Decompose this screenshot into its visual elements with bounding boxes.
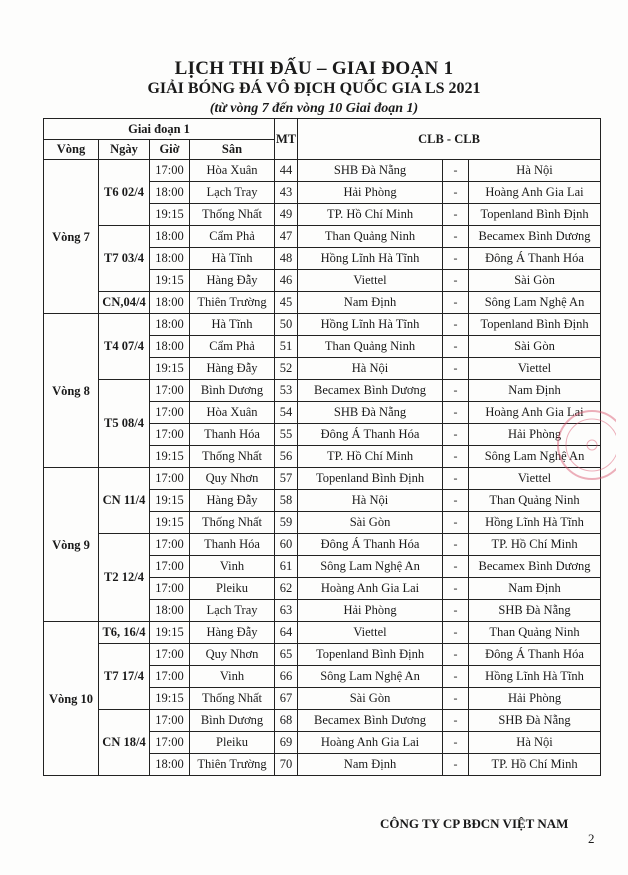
venue-cell: Hòa Xuân (190, 402, 275, 424)
away-team-cell: Hoàng Anh Gia Lai (469, 402, 601, 424)
match-number-cell: 47 (275, 226, 298, 248)
date-cell: T7 03/4 (99, 226, 150, 292)
match-number-cell: 68 (275, 710, 298, 732)
venue-cell: Quy Nhơn (190, 468, 275, 490)
match-number-cell: 56 (275, 446, 298, 468)
venue-cell: Thanh Hóa (190, 424, 275, 446)
home-team-cell: Sài Gòn (298, 512, 443, 534)
separator-cell: - (443, 578, 469, 600)
separator-cell: - (443, 424, 469, 446)
away-team-cell: Đông Á Thanh Hóa (469, 248, 601, 270)
schedule-table (43, 118, 601, 776)
away-team-cell: Sài Gòn (469, 336, 601, 358)
time-cell: 17:00 (150, 534, 190, 556)
away-team-cell: Hoàng Anh Gia Lai (469, 182, 601, 204)
home-team-cell: Hải Phòng (298, 182, 443, 204)
home-team-cell: Sài Gòn (298, 688, 443, 710)
venue-cell: Bình Dương (190, 710, 275, 732)
match-row (44, 644, 601, 666)
clubs-header: CLB - CLB (298, 119, 601, 160)
match-number-cell: 70 (275, 754, 298, 776)
match-row (44, 292, 601, 314)
venue-cell: Pleiku (190, 578, 275, 600)
separator-cell: - (443, 336, 469, 358)
venue-cell: Vinh (190, 556, 275, 578)
venue-cell: Bình Dương (190, 380, 275, 402)
home-team-cell: Viettel (298, 622, 443, 644)
home-team-cell: Topenland Bình Định (298, 468, 443, 490)
away-team-cell: Hà Nội (469, 160, 601, 182)
match-number-cell: 66 (275, 666, 298, 688)
away-team-cell: TP. Hồ Chí Minh (469, 754, 601, 776)
home-team-cell: Than Quảng Ninh (298, 226, 443, 248)
separator-cell: - (443, 402, 469, 424)
match-row (44, 160, 601, 182)
home-team-cell: Than Quảng Ninh (298, 336, 443, 358)
match-number-cell: 44 (275, 160, 298, 182)
match-number-cell: 48 (275, 248, 298, 270)
time-cell: 19:15 (150, 358, 190, 380)
separator-cell: - (443, 446, 469, 468)
home-team-cell: Hoàng Anh Gia Lai (298, 732, 443, 754)
match-number-cell: 59 (275, 512, 298, 534)
venue-cell: Thiên Trường (190, 292, 275, 314)
separator-cell: - (443, 182, 469, 204)
venue-cell: Hàng Đẫy (190, 490, 275, 512)
match-number-cell: 69 (275, 732, 298, 754)
company-signature: CÔNG TY CP BĐCN VIỆT NAM (380, 816, 569, 831)
away-team-cell: Hồng Lĩnh Hà Tĩnh (469, 512, 601, 534)
separator-cell: - (443, 710, 469, 732)
away-team-cell: Đông Á Thanh Hóa (469, 644, 601, 666)
round-cell: Vòng 10 (44, 622, 99, 776)
home-team-cell: Hoàng Anh Gia Lai (298, 578, 443, 600)
venue-cell: Thiên Trường (190, 754, 275, 776)
separator-cell: - (443, 732, 469, 754)
time-cell: 17:00 (150, 402, 190, 424)
home-team-cell: Topenland Bình Định (298, 644, 443, 666)
date-header: Ngày (99, 140, 150, 160)
home-team-cell: SHB Đà Nẵng (298, 402, 443, 424)
time-cell: 18:00 (150, 336, 190, 358)
venue-cell: Hà Tĩnh (190, 314, 275, 336)
time-cell: 17:00 (150, 380, 190, 402)
match-number-cell: 50 (275, 314, 298, 336)
match-row (44, 622, 601, 644)
separator-cell: - (443, 160, 469, 182)
match-row (44, 468, 601, 490)
separator-cell: - (443, 622, 469, 644)
match-row (44, 710, 601, 732)
home-team-cell: Hà Nội (298, 358, 443, 380)
away-team-cell: Viettel (469, 468, 601, 490)
round-cell: Vòng 9 (44, 468, 99, 622)
time-header: Giờ (150, 140, 190, 160)
time-cell: 18:00 (150, 248, 190, 270)
match-row (44, 534, 601, 556)
match-number-header: MT (275, 119, 298, 160)
separator-cell: - (443, 292, 469, 314)
time-cell: 17:00 (150, 424, 190, 446)
venue-cell: Lạch Tray (190, 182, 275, 204)
time-cell: 17:00 (150, 160, 190, 182)
page-number: 2 (588, 831, 595, 846)
time-cell: 17:00 (150, 644, 190, 666)
venue-cell: Hà Tĩnh (190, 248, 275, 270)
date-cell: CN 18/4 (99, 710, 150, 776)
time-cell: 18:00 (150, 314, 190, 336)
date-cell: T2 12/4 (99, 534, 150, 622)
time-cell: 19:15 (150, 688, 190, 710)
venue-cell: Thống Nhất (190, 688, 275, 710)
time-cell: 19:15 (150, 270, 190, 292)
home-team-cell: Becamex Bình Dương (298, 380, 443, 402)
match-row (44, 314, 601, 336)
match-number-cell: 65 (275, 644, 298, 666)
separator-cell: - (443, 358, 469, 380)
date-cell: T6, 16/4 (99, 622, 150, 644)
home-team-cell: Đông Á Thanh Hóa (298, 534, 443, 556)
company-seal (552, 400, 616, 490)
match-number-cell: 67 (275, 688, 298, 710)
away-team-cell: Sông Lam Nghệ An (469, 292, 601, 314)
away-team-cell: Sài Gòn (469, 270, 601, 292)
match-number-cell: 51 (275, 336, 298, 358)
match-number-cell: 61 (275, 556, 298, 578)
away-team-cell: Than Quảng Ninh (469, 490, 601, 512)
away-team-cell: Topenland Bình Định (469, 314, 601, 336)
venue-cell: Thống Nhất (190, 446, 275, 468)
time-cell: 17:00 (150, 578, 190, 600)
time-cell: 18:00 (150, 292, 190, 314)
document-note: (từ vòng 7 đến vòng 10 Giai đoạn 1) (209, 101, 419, 116)
schedule-body (44, 160, 601, 776)
date-cell: CN 11/4 (99, 468, 150, 534)
away-team-cell: Topenland Bình Định (469, 204, 601, 226)
match-number-cell: 62 (275, 578, 298, 600)
away-team-cell: Sông Lam Nghệ An (469, 446, 601, 468)
venue-cell: Thanh Hóa (190, 534, 275, 556)
time-cell: 18:00 (150, 182, 190, 204)
home-team-cell: Becamex Bình Dương (298, 710, 443, 732)
round-cell: Vòng 8 (44, 314, 99, 468)
match-number-cell: 63 (275, 600, 298, 622)
home-team-cell: Nam Định (298, 292, 443, 314)
away-team-cell: SHB Đà Nẵng (469, 600, 601, 622)
time-cell: 19:15 (150, 446, 190, 468)
separator-cell: - (443, 754, 469, 776)
time-cell: 17:00 (150, 666, 190, 688)
home-team-cell: Viettel (298, 270, 443, 292)
away-team-cell: Hồng Lĩnh Hà Tĩnh (469, 666, 601, 688)
separator-cell: - (443, 380, 469, 402)
time-cell: 18:00 (150, 600, 190, 622)
match-row (44, 226, 601, 248)
match-number-cell: 52 (275, 358, 298, 380)
date-cell: CN,04/4 (99, 292, 150, 314)
date-cell: T6 02/4 (99, 160, 150, 226)
venue-cell: Pleiku (190, 732, 275, 754)
separator-cell: - (443, 490, 469, 512)
venue-cell: Quy Nhơn (190, 644, 275, 666)
venue-cell: Thống Nhất (190, 512, 275, 534)
home-team-cell: Sông Lam Nghệ An (298, 666, 443, 688)
venue-cell: Hàng Đẫy (190, 622, 275, 644)
time-cell: 18:00 (150, 226, 190, 248)
away-team-cell: Nam Định (469, 380, 601, 402)
separator-cell: - (443, 314, 469, 336)
match-row (44, 380, 601, 402)
venue-cell: Cẩm Phả (190, 226, 275, 248)
date-cell: T4 07/4 (99, 314, 150, 380)
home-team-cell: Nam Định (298, 754, 443, 776)
venue-cell: Hàng Đẫy (190, 270, 275, 292)
home-team-cell: SHB Đà Nẵng (298, 160, 443, 182)
document-subtitle: GIẢI BÓNG ĐÁ VÔ ĐỊCH QUỐC GIA LS 2021 (147, 80, 481, 97)
away-team-cell: Becamex Bình Dương (469, 556, 601, 578)
venue-cell: Cẩm Phả (190, 336, 275, 358)
venue-cell: Vinh (190, 666, 275, 688)
time-cell: 19:15 (150, 490, 190, 512)
away-team-cell: Hải Phòng (469, 688, 601, 710)
away-team-cell: Nam Định (469, 578, 601, 600)
time-cell: 17:00 (150, 556, 190, 578)
time-cell: 17:00 (150, 468, 190, 490)
separator-cell: - (443, 270, 469, 292)
round-cell: Vòng 7 (44, 160, 99, 314)
separator-cell: - (443, 666, 469, 688)
home-team-cell: Hồng Lĩnh Hà Tĩnh (298, 314, 443, 336)
match-number-cell: 55 (275, 424, 298, 446)
match-number-cell: 43 (275, 182, 298, 204)
time-cell: 17:00 (150, 732, 190, 754)
time-cell: 17:00 (150, 710, 190, 732)
separator-cell: - (443, 688, 469, 710)
document-title: LỊCH THI ĐẤU – GIAI ĐOẠN 1 (174, 58, 454, 79)
venue-header: Sân (190, 140, 275, 160)
away-team-cell: Becamex Bình Dương (469, 226, 601, 248)
phase-header: Giai đoạn 1 (44, 119, 275, 140)
separator-cell: - (443, 512, 469, 534)
home-team-cell: Hải Phòng (298, 600, 443, 622)
round-header: Vòng (44, 140, 99, 160)
separator-cell: - (443, 226, 469, 248)
separator-cell: - (443, 556, 469, 578)
venue-cell: Thống Nhất (190, 204, 275, 226)
home-team-cell: Hà Nội (298, 490, 443, 512)
match-number-cell: 45 (275, 292, 298, 314)
time-cell: 19:15 (150, 512, 190, 534)
date-cell: T7 17/4 (99, 644, 150, 710)
separator-cell: - (443, 600, 469, 622)
home-team-cell: Sông Lam Nghệ An (298, 556, 443, 578)
venue-cell: Hòa Xuân (190, 160, 275, 182)
match-number-cell: 54 (275, 402, 298, 424)
home-team-cell: TP. Hồ Chí Minh (298, 446, 443, 468)
away-team-cell: Viettel (469, 358, 601, 380)
away-team-cell: SHB Đà Nẵng (469, 710, 601, 732)
date-cell: T5 08/4 (99, 380, 150, 468)
separator-cell: - (443, 534, 469, 556)
separator-cell: - (443, 204, 469, 226)
venue-cell: Hàng Đẫy (190, 358, 275, 380)
separator-cell: - (443, 248, 469, 270)
time-cell: 19:15 (150, 622, 190, 644)
away-team-cell: Hà Nội (469, 732, 601, 754)
home-team-cell: Hồng Lĩnh Hà Tĩnh (298, 248, 443, 270)
separator-cell: - (443, 644, 469, 666)
home-team-cell: TP. Hồ Chí Minh (298, 204, 443, 226)
away-team-cell: Than Quảng Ninh (469, 622, 601, 644)
time-cell: 19:15 (150, 204, 190, 226)
away-team-cell: TP. Hồ Chí Minh (469, 534, 601, 556)
match-number-cell: 60 (275, 534, 298, 556)
time-cell: 18:00 (150, 754, 190, 776)
match-number-cell: 53 (275, 380, 298, 402)
match-number-cell: 58 (275, 490, 298, 512)
match-number-cell: 49 (275, 204, 298, 226)
away-team-cell: Hải Phòng (469, 424, 601, 446)
home-team-cell: Đông Á Thanh Hóa (298, 424, 443, 446)
venue-cell: Lạch Tray (190, 600, 275, 622)
match-number-cell: 64 (275, 622, 298, 644)
match-number-cell: 57 (275, 468, 298, 490)
match-number-cell: 46 (275, 270, 298, 292)
separator-cell: - (443, 468, 469, 490)
